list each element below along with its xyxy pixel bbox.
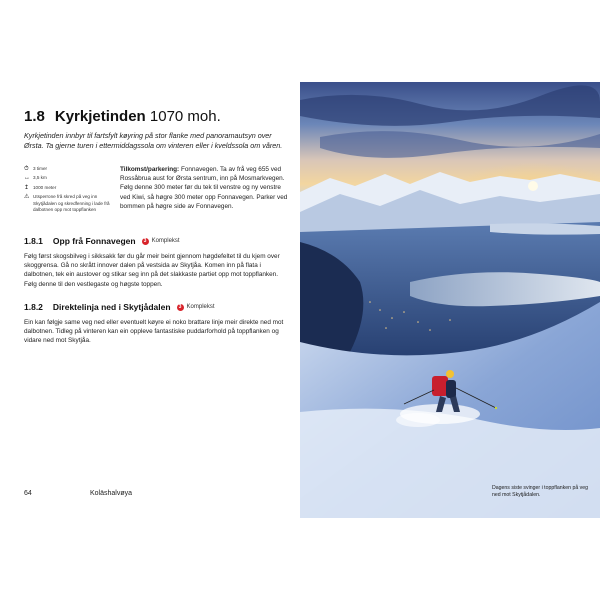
section-heading: [24, 108, 221, 125]
skier-photo: [300, 82, 600, 518]
section-altitude: 1070 moh.: [149, 108, 221, 125]
intro-text: Kyrkjetinden innbyr til fartsfylt køyring på stor flanke med panoramautsyn over Ørsta. Ta gjerne turen i ettermiddagssola om vinteren eller i kveldssola om våren.: [24, 131, 283, 150]
route-number: 1.8.2: [24, 302, 43, 312]
warning-icon: ⚠: [24, 194, 30, 201]
fact-text: 3,5 km: [33, 175, 47, 181]
fact-warning: [24, 194, 114, 213]
difficulty-label: Komplekst: [151, 238, 180, 244]
facts-list: [24, 166, 114, 216]
fact-text: 3 timer: [33, 166, 48, 171]
difficulty-badge: 3: [142, 238, 149, 245]
route-heading-2: [24, 302, 215, 312]
fact-distance: [24, 175, 114, 181]
chapter-name: Koläshalvøya: [90, 490, 133, 497]
access-label: Tilkomst/parkering:: [120, 166, 180, 173]
access-text: Fonnavegen. Ta av frå veg 655 ved Rossåbrua aust for Ørsta sentrum, inn på Mosmarkvegen. Følg denne 300 meter før du tek til venstre og ny venstre ved Kiwi, så høgre 300 meter opp Fonnavegen. Parker ved bommen på høgre side av Fonnavegen.: [120, 166, 288, 210]
fact-text: Utsperrone frå skred på veg inn Skytjådalen og skredfenning i lade frå dalbotnen opp mot toppflanken: [33, 194, 110, 213]
section-number: 1.8: [24, 108, 45, 125]
route-name: Direktelinja ned i Skytjådalen: [52, 302, 171, 312]
elevation-icon: ↥: [24, 184, 30, 191]
photo-caption: Dagens siste svinger i toppflanken på veg ned mot Skytjådalen.: [492, 485, 589, 499]
route-heading-1: [24, 236, 180, 246]
right-page: [300, 0, 600, 600]
difficulty-badge: 3: [177, 304, 184, 311]
route-description-2: Ein kan følgje same veg ned eller eventuelt køyre ei noko brattare linje meir direkte ned mot dalbotnen. Tidleg på vinteren kan ein oppleve fantastiske puddarforhold på toppflanken og vidare ned mot Skytjåa.: [24, 319, 284, 345]
route-number: 1.8.1: [24, 236, 43, 246]
access-paragraph: [120, 165, 290, 211]
distance-icon: ↔: [24, 175, 30, 182]
fact-elevation: [24, 185, 114, 191]
fact-duration: [24, 166, 114, 172]
section-name: Kyrkjetinden: [54, 108, 146, 125]
route-description-1: Følg først skogsbilveg i sikksakk før du går meir beint gjennom høgdefeltet til du kjem over skoggrensa. Gå no skrått innover dalen på vestsida av Skytjåa. Komen inn på flata i dalbotnen, tek ein austover og stikar seg inn på det slakkaste partiet opp mot toppflanken. Følg denne til den vestlegaste og høgste toppen.: [24, 253, 280, 288]
fact-text: 1000 meter: [33, 184, 57, 190]
page-number: 64: [24, 490, 32, 497]
route-name: Opp frå Fonnavegen: [52, 236, 136, 246]
difficulty-label: Komplekst: [186, 304, 215, 310]
clock-icon: ⏱: [24, 166, 29, 172]
photo-illustration: [300, 82, 600, 518]
